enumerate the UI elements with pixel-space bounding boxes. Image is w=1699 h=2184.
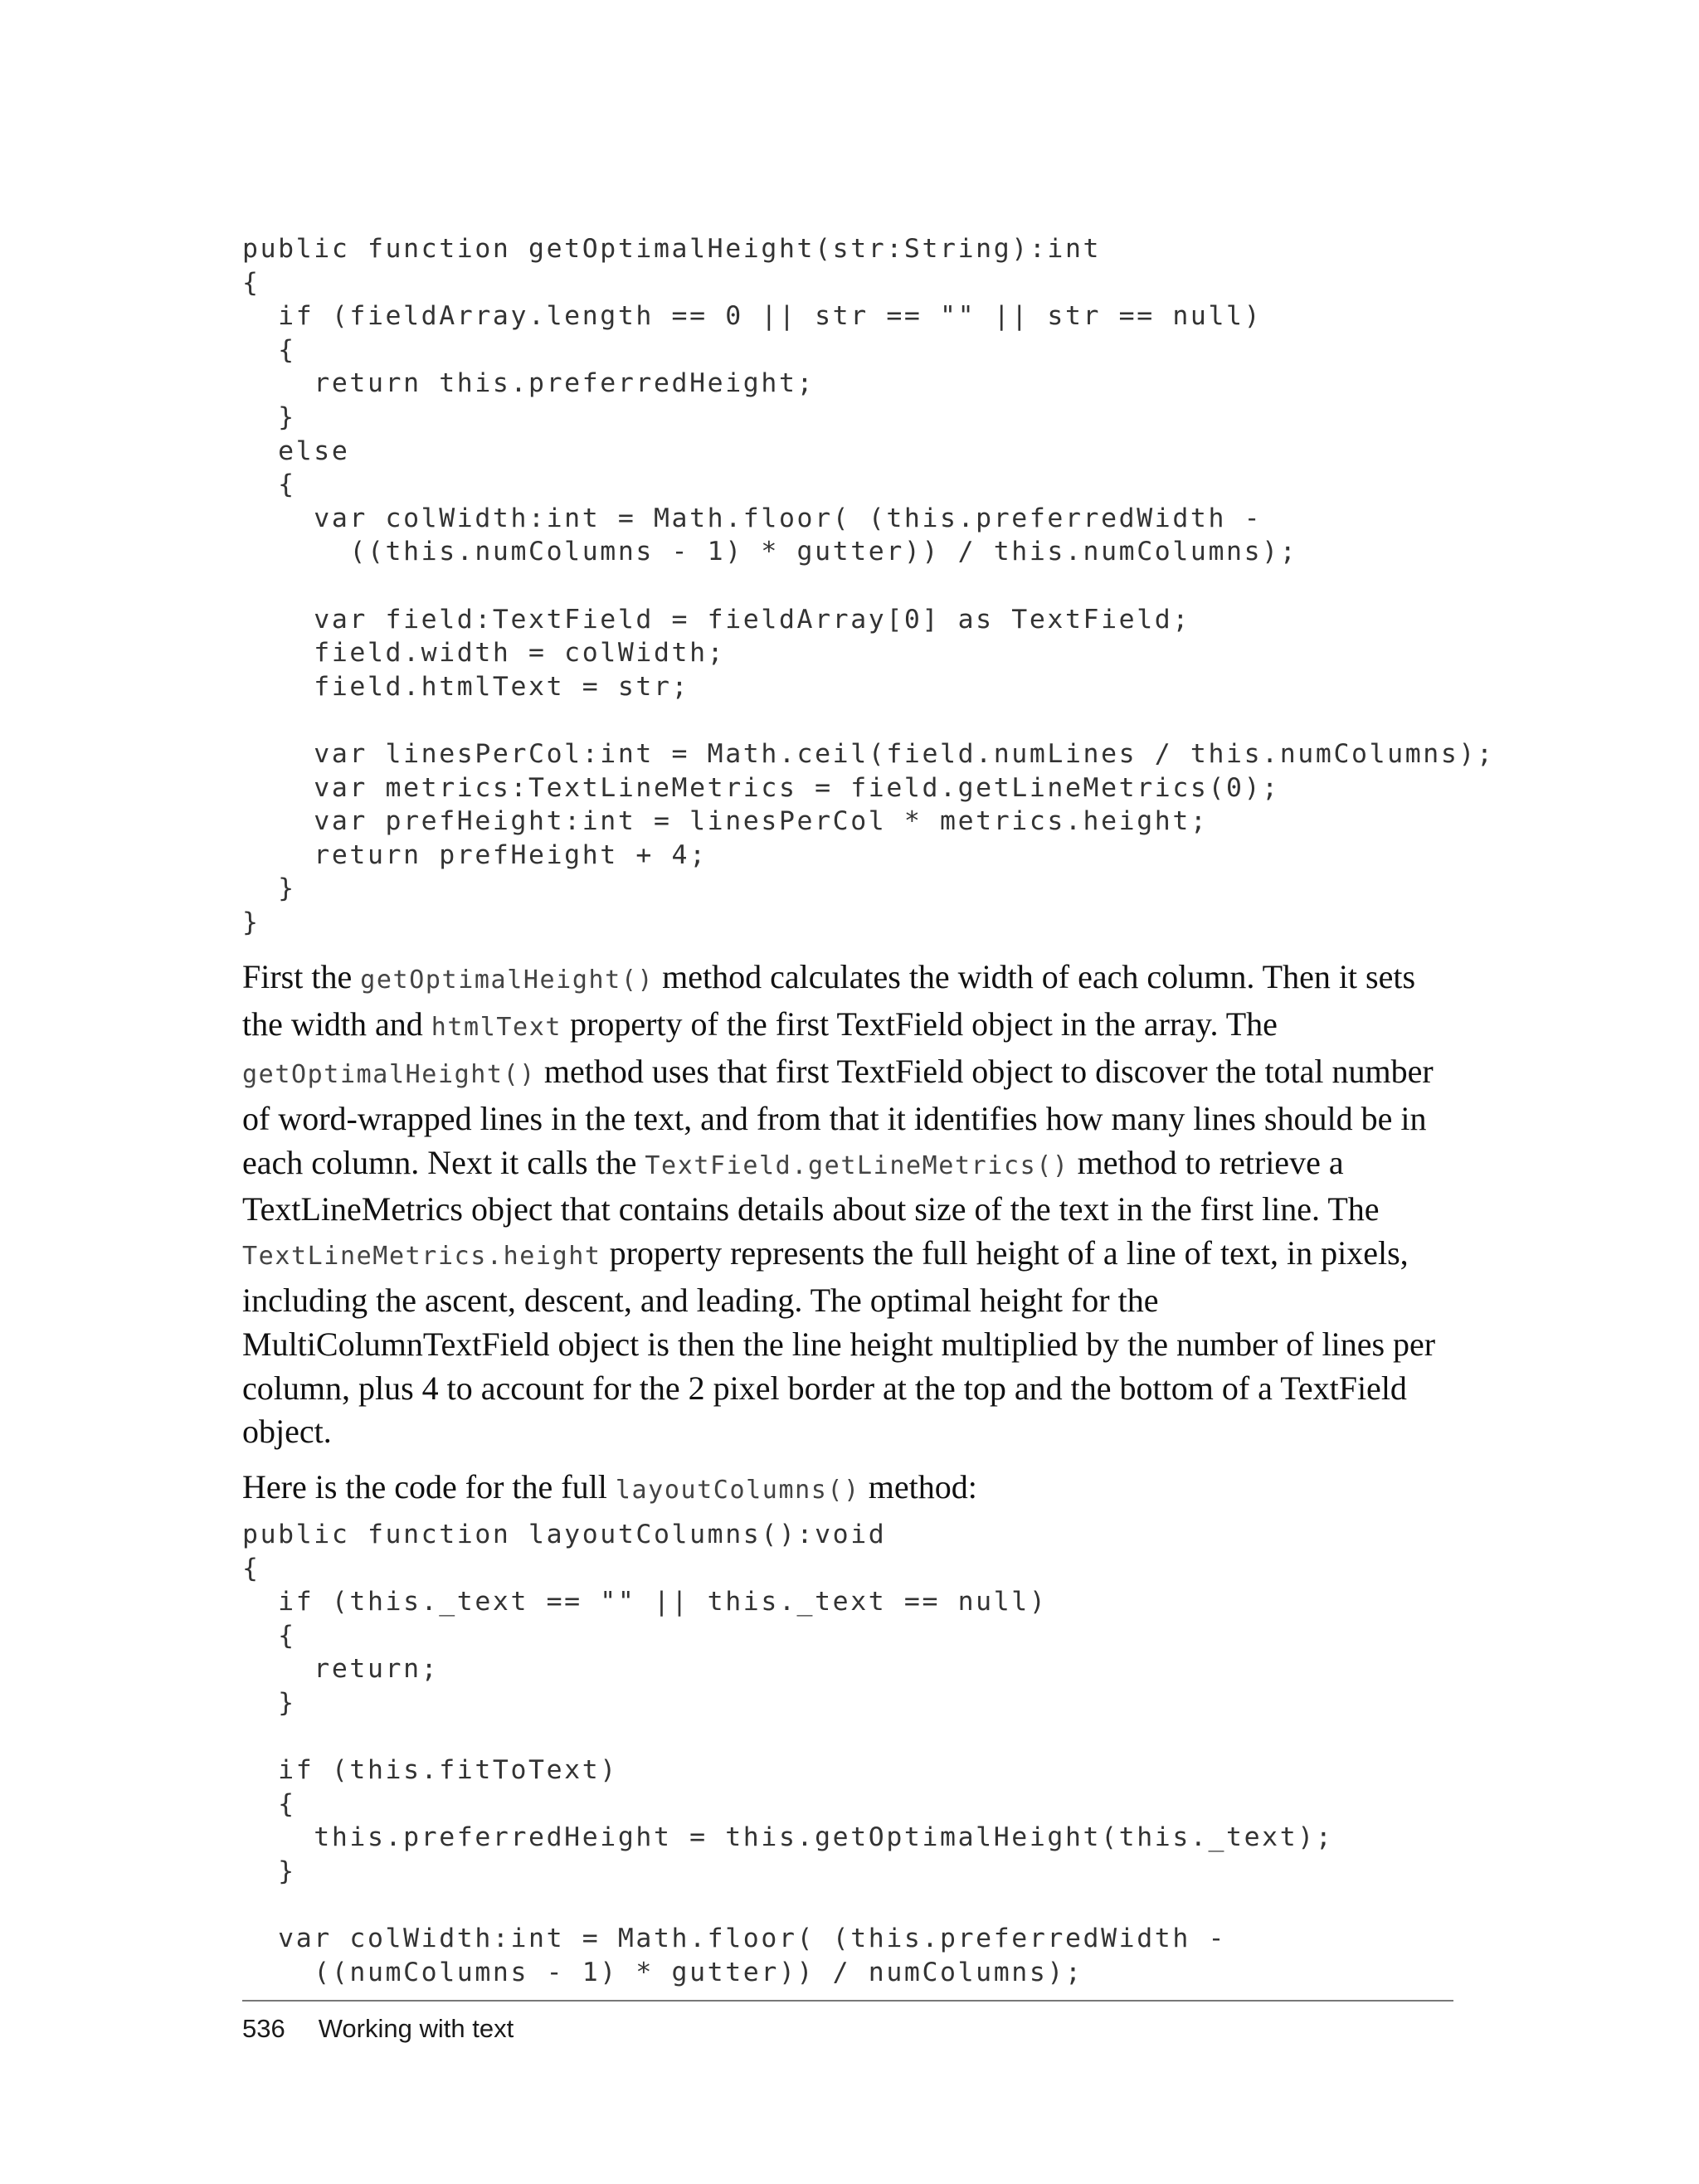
footer-divider	[242, 2000, 1453, 2002]
section-title: Working with text	[318, 2014, 514, 2043]
inline-code: getOptimalHeight()	[360, 966, 655, 995]
paragraph-text: method to retrieve a TextLineMetrics object that contains details about size of the text in the first line. The	[242, 1143, 1380, 1228]
lead-in-text: method:	[859, 1468, 977, 1506]
code-lead-in	[242, 1466, 1453, 1513]
inline-code: TextField.getLineMetrics()	[645, 1150, 1069, 1180]
inline-code: getOptimalHeight()	[242, 1060, 536, 1090]
paragraph-text: property represents the full height of a line of text, in pixels, including the ascent, descent, and leading. The optimal height for the MultiColumnTextField object is then the line height multiplied by the number of lines per column, plus 4 to account for the 2 pixel border at the top and the bottom of a TextField object.	[242, 1234, 1436, 1451]
inline-code: layoutColumns()	[615, 1476, 860, 1505]
inline-code: TextLineMetrics.height	[242, 1242, 601, 1272]
explanation-paragraph	[242, 956, 1453, 1454]
lead-in-text: Here is the code for the full	[242, 1468, 616, 1506]
inline-code: htmlText	[431, 1013, 562, 1043]
code-block-layout-columns: public function layoutColumns():void { if (this._text == "" || this._text == null) { return; } if (this.fitToText) { this.preferredHeight = this.getOptimalHeight(this._text); } var colWidth:int = Math.floor( (this.preferredWidth - ((numColumns - 1) * gutter)) / numColumns);	[242, 1520, 1334, 1987]
paragraph-text: method uses that first TextField object to discover the total number of word-wrapped lines in the text, and from that it identifies how many lines should be in each column. Next it calls the	[242, 1053, 1434, 1181]
code-block-get-optimal-height: public function getOptimalHeight(str:String):int { if (fieldArray.length == 0 || str == "" || str == null) { return this.preferredHeight; } else { var colWidth:int = Math.floor( (this.preferredWidth - ((this.numColumns - 1) * gutter)) / this.numColumns); var field:TextField = fieldArray[0] as TextField; field.width = colWidth; field.htmlText = str; var linesPerCol:int = Math.ceil(field.numLines / this.numColumns); var metrics:TextLineMetrics = field.getLineMetrics(0); var prefHeight:int = linesPerCol * metrics.height; return prefHeight + 4; } }	[242, 234, 1495, 937]
paragraph-text: method calculates the width of each column. Then it sets the width and	[242, 958, 1416, 1043]
page-content	[242, 232, 1495, 1989]
paragraph-text: property of the first TextField object in the array. The	[562, 1005, 1278, 1043]
paragraph-text: First the	[242, 958, 361, 996]
page-number: 536	[242, 2014, 285, 2043]
page-footer	[242, 2014, 514, 2044]
